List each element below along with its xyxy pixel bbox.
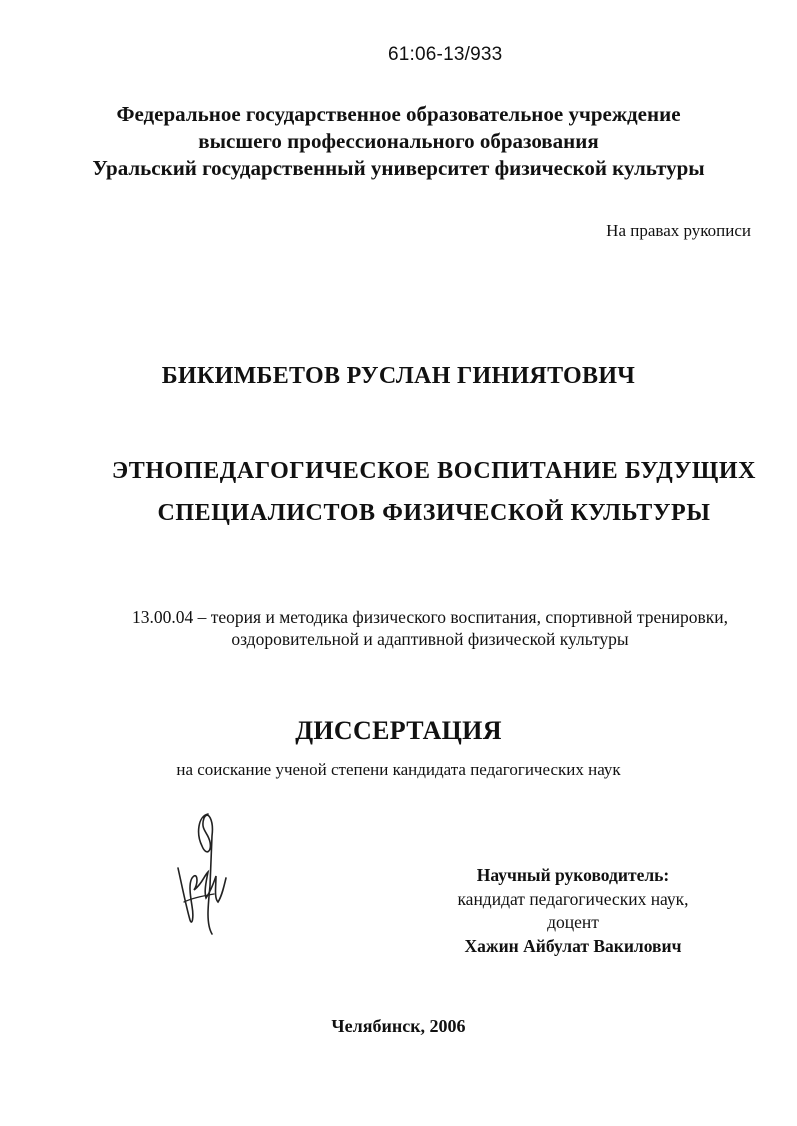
handwritten-signature (168, 806, 248, 946)
title-line-2: СПЕЦИАЛИСТОВ ФИЗИЧЕСКОЙ КУЛЬТУРЫ (157, 500, 711, 526)
archive-code: 61:06-13/933 (388, 44, 503, 65)
institution-line-1: Федеральное государственное образовательное учреждение (116, 102, 681, 126)
institution-line-3: Уральский государственный университет физической культуры (92, 156, 705, 180)
specialty-block (80, 606, 780, 650)
specialty-line-2: оздоровительной и адаптивной физической культуры (231, 629, 629, 649)
supervisor-block (408, 864, 738, 958)
dissertation-title (100, 450, 768, 534)
supervisor-degree: кандидат педагогических наук, (457, 888, 689, 909)
institution-line-2: высшего профессионального образования (198, 129, 599, 153)
specialty-line-1: 13.00.04 – теория и методика физического воспитания, спортивной тренировки, (132, 607, 728, 627)
institution-block (0, 101, 797, 182)
rights-note: На правах рукописи (606, 221, 751, 240)
city-year: Челябинск, 2006 (331, 1016, 466, 1036)
supervisor-rank: доцент (547, 912, 599, 932)
supervisor-name: Хажин Айбулат Вакилович (464, 935, 682, 956)
title-line-1: ЭТНОПЕДАГОГИЧЕСКОЕ ВОСПИТАНИЕ БУДУЩИХ (111, 458, 757, 484)
author-name: БИКИМБЕТОВ РУСЛАН ГИНИЯТОВИЧ (161, 363, 636, 389)
dissertation-description: на соискание ученой степени кандидата педагогических наук (176, 760, 621, 779)
dissertation-label: ДИССЕРТАЦИЯ (295, 716, 502, 745)
supervisor-heading: Научный руководитель: (476, 865, 670, 885)
